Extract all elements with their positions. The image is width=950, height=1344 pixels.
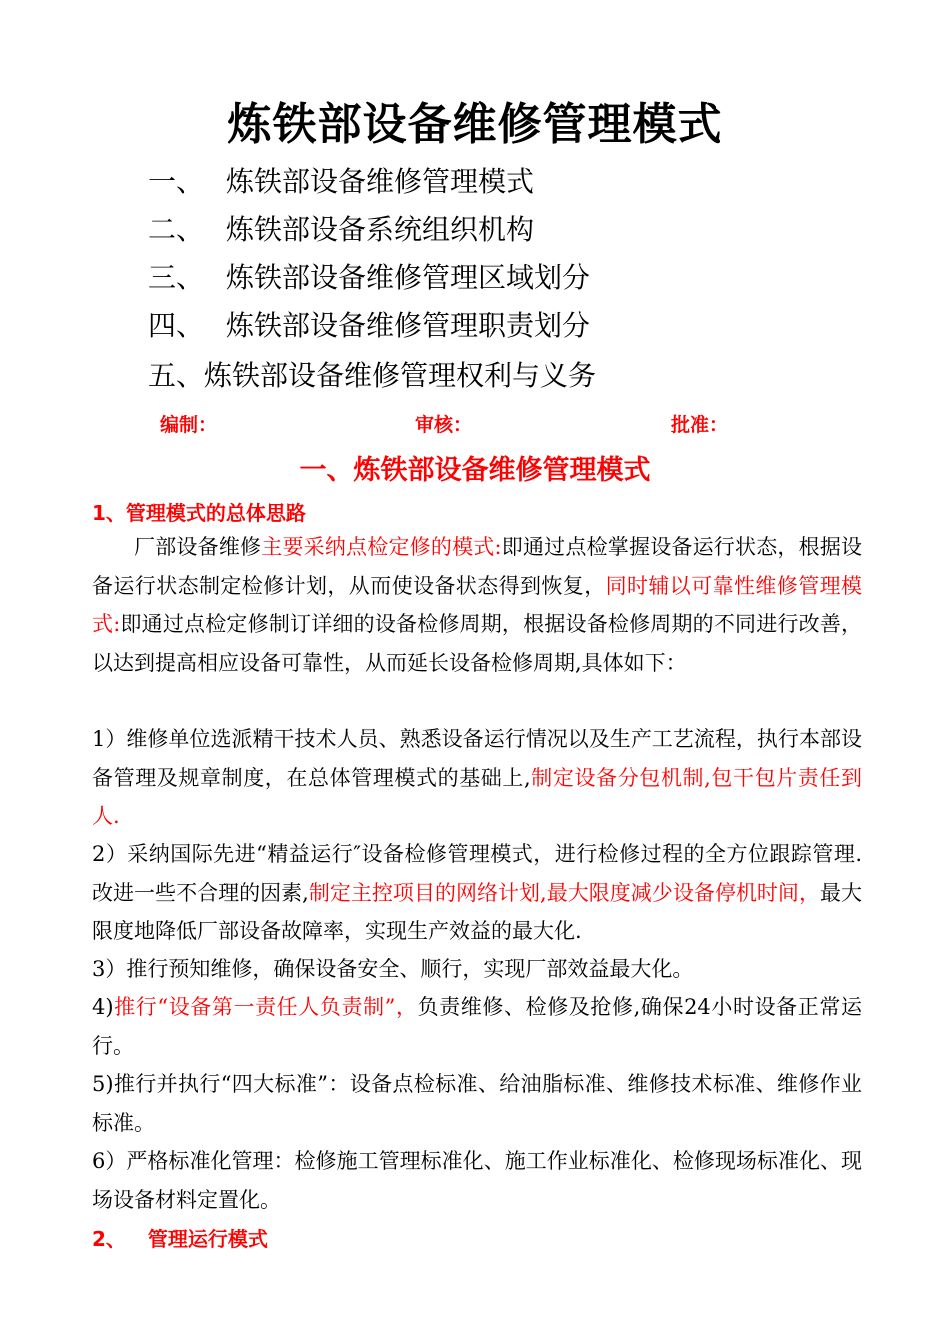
compiler-label: 编制： [160, 414, 218, 436]
intro-text: 厂部设备维修 [134, 535, 262, 559]
toc-item-1 [148, 164, 534, 200]
approver-label: 批准： [671, 414, 729, 436]
list-item-2 [92, 835, 862, 951]
list-item-5: 5)推行并执行“四大标准”：设备点检标准、给油脂标准、维修技术标准、维修作业标准。 [92, 1072, 862, 1135]
list-item-1 [92, 720, 862, 836]
list-item-3: 3）推行预知维修，确保设备安全、顺行，实现厂部效益最大化。 [92, 957, 694, 981]
reviewer-label: 审核： [415, 414, 473, 436]
toc-number: 二、 [148, 213, 205, 246]
item-text: 2）采纳国际先进“精益运行″设备检修管理模式，进行检修过程的全方位跟踪管理.改进一些不合理的因素, [92, 842, 862, 905]
item-highlight: 制定设备分包机制,包干包片责任到人. [92, 765, 862, 828]
list-item-6: 6）严格标准化管理：检修施工管理标准化、施工作业标准化、检修现场标准化、现场设备材料定置化。 [92, 1149, 862, 1212]
document-title: 炼铁部设备维修管理模式 [227, 99, 723, 150]
toc-text: 炼铁部设备维修管理区域划分 [226, 261, 591, 294]
subsection-heading-1: 1、管理模式的总体思路 [92, 501, 306, 525]
intro-paragraph [92, 528, 862, 682]
subsection-heading-2 [92, 1223, 268, 1252]
toc-item-4 [148, 308, 590, 344]
toc-text: 炼铁部设备维修管理模式 [226, 165, 535, 198]
list-item-4 [92, 988, 862, 1065]
toc-text: 炼铁部设备维修管理权利与义务 [204, 359, 597, 392]
section-title: 一、炼铁部设备维修管理模式 [299, 455, 651, 486]
intro-highlight: 主要采纳点检定修的模式: [261, 535, 502, 559]
toc-text: 炼铁部设备维修管理职责划分 [226, 309, 591, 342]
intro-text: 即通过点检定修制订详细的设备检修周期，根据设备检修周期的不同进行改善，以达到提高相应设备可靠性，从而延长设备检修周期,具体如下： [92, 612, 863, 675]
item-highlight: 推行“设备第一责任人负责制”， [113, 995, 418, 1019]
toc-number: 三、 [148, 261, 205, 294]
item-text: 1）维修单位选派精干技术人员、熟悉设备运行情况以及生产工艺流程，执行本部设备管理及规章制度，在总体管理模式的基础上, [92, 727, 862, 790]
toc-item-3 [148, 260, 590, 296]
heading-number: 2、 [92, 1227, 126, 1251]
toc-item-2 [148, 212, 534, 248]
item-highlight: 制定主控项目的网络计划,最大限度减少设备停机时间， [308, 880, 820, 905]
toc-item-5 [148, 358, 596, 394]
item-text: 负责维修、检修及抢修,确保24小时设备正常运行。 [92, 995, 862, 1058]
toc-number: 五、 [148, 359, 205, 392]
item-text: 4) [92, 995, 114, 1019]
toc-number: 一、 [148, 165, 205, 198]
toc-number: 四、 [148, 309, 205, 342]
intro-text: 即通过点检掌握设备运行状态，根据设备运行状态制定检修计划，从而使设备状态得到恢复， [92, 535, 863, 598]
toc-text: 炼铁部设备系统组织机构 [226, 213, 535, 246]
intro-highlight: 同时辅以可靠性维修管理模式: [92, 573, 863, 636]
item-text: 最大限度地降低厂部设备故障率，实现生产效益的最大化. [92, 880, 862, 943]
heading-text: 管理运行模式 [147, 1227, 268, 1251]
